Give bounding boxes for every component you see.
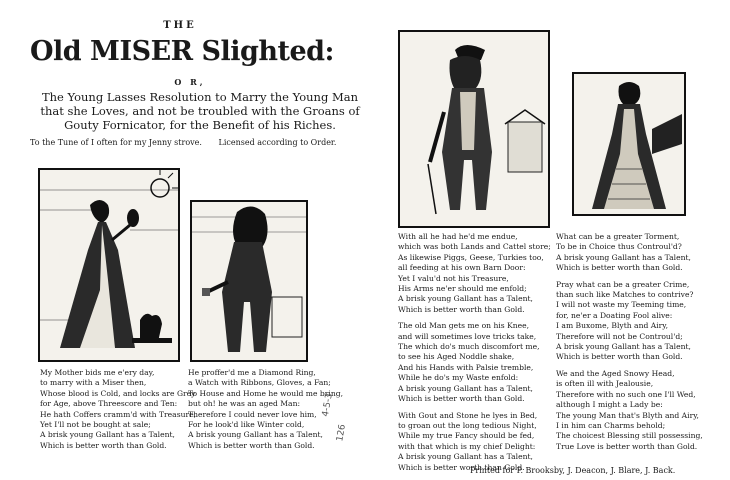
- verse-line: than such like Matches to contrive?: [556, 290, 694, 300]
- verse-line: A brisk young Gallant has a Talent,: [398, 294, 533, 304]
- verse-line: with that which is my chief Delight:: [398, 441, 536, 451]
- verse-line: With all he had he'd me endue,: [398, 232, 518, 241]
- verse-line: all feeding at his own Barn Door:: [398, 263, 526, 273]
- verse-line: for Age, above Threescore and Ten:: [40, 399, 178, 409]
- gentleman-woodcut-image: [192, 202, 306, 360]
- verse-line: and will sometimes love tricks take,: [398, 331, 537, 341]
- verse-line: A brisk young Gallant has a Talent,: [398, 383, 533, 393]
- imprint: Printed for P. Brooksby, J. Deacon, J. Blare, J. Back.: [470, 466, 676, 475]
- verse-line: His Arms ne'er should me enfold;: [398, 284, 527, 294]
- verse-line: Pray what can be a greater Crime,: [556, 279, 690, 289]
- verse-line: To House and Home he would me bring,: [188, 388, 344, 398]
- verse-line: to marry with a Miser then,: [40, 378, 147, 388]
- verse-line: Therefore with no such one I'll Wed,: [556, 389, 696, 399]
- title-or: O R,: [174, 77, 206, 87]
- verse-line: True Love is better worth than Gold.: [556, 441, 698, 451]
- verse-line: A brisk young Gallant has a Talent,: [556, 252, 691, 262]
- verse-line: We and the Aged Snowy Head,: [556, 368, 675, 378]
- woodcut-lady-fan: [38, 168, 180, 362]
- subtitle: The Young Lasses Resolution to Marry the Young Man that she Loves, and not be troubled with the Groans of Gouty Fornicator, for the Benefit of his Riches.: [40, 90, 360, 132]
- verse-col-2: [188, 368, 343, 451]
- verse-line: although I might a Lady be:: [556, 400, 663, 410]
- verse-line: Which is better worth than Gold.: [40, 440, 167, 450]
- verse-line: Yet I'll not be bought at sale;: [40, 420, 151, 430]
- verse-line: is often ill with Jealousie,: [556, 379, 654, 389]
- verse-line: A brisk young Gallant has a Talent,: [398, 452, 533, 462]
- verse-line: but oh! he was an aged Man:: [188, 399, 301, 409]
- page-title: Old MISER Slighted:: [30, 36, 335, 67]
- verse-line: For he look'd like Winter cold,: [188, 420, 305, 430]
- woodcut-gentleman-cane: [398, 30, 550, 228]
- verse-line: While he do's my Waste enfold:: [398, 373, 519, 383]
- verse-line: for, ne'er a Doating Fool alive:: [556, 310, 673, 320]
- verse-line: The young Man that's Blyth and Airy,: [556, 410, 699, 420]
- title-the: THE: [163, 20, 197, 31]
- verse-line: And his Hands with Palsie tremble,: [398, 362, 534, 372]
- verse-line: Which is better worth than Gold.: [188, 440, 315, 450]
- verse-line: I will not waste my Teeming time,: [556, 300, 687, 310]
- woodcut-gentleman: [190, 200, 308, 362]
- margin-note: 126: [335, 423, 349, 443]
- gown-lady-woodcut-image: [574, 74, 684, 214]
- verse-line: What can be a greater Torment,: [556, 232, 680, 241]
- verse-line: a Watch with Ribbons, Gloves, a Fan;: [188, 378, 331, 388]
- tune-line: [30, 138, 370, 147]
- verse-col-1: [40, 368, 196, 451]
- verse-line: The which do's much discomfort me,: [398, 342, 540, 352]
- margin-note: 4-5-3: [320, 392, 335, 418]
- verse-line: As likewise Piggs, Geese, Turkies too,: [398, 252, 544, 262]
- verse-line: which was both Lands and Cattel store;: [398, 242, 551, 252]
- lady-woodcut-image: [40, 170, 178, 360]
- verse-line: I am Buxome, Blyth and Airy,: [556, 321, 668, 331]
- verse-line: Whose blood is Cold, and locks are Grey: [40, 388, 196, 398]
- verse-line: Which is better worth than Gold.: [398, 394, 525, 404]
- verse-line: Therefore will not be Controul'd;: [556, 331, 683, 341]
- verse-line: With Gout and Stone he lyes in Bed,: [398, 410, 538, 420]
- cane-gentleman-woodcut-image: [400, 32, 548, 226]
- verse-line: He hath Coffers cramm'd with Treasure,: [40, 409, 197, 419]
- verse-line: While my true Fancy should be fed,: [398, 431, 535, 441]
- verse-line: A brisk young Gallant has a Talent,: [188, 430, 323, 440]
- verse-line: To be in Choice thus Controul'd?: [556, 242, 682, 252]
- tune-text: To the Tune of I often for my Jenny strove.: [30, 138, 202, 147]
- verse-line: Which is better worth than Gold.: [556, 352, 683, 362]
- verse-line: Therefore I could never love him,: [188, 409, 317, 419]
- verse-line: A brisk young Gallant has a Talent,: [556, 342, 691, 352]
- verse-line: I in him can Charms behold;: [556, 420, 666, 430]
- woodcut-lady-gown: [572, 72, 686, 216]
- verse-line: A brisk young Gallant has a Talent,: [40, 430, 175, 440]
- verse-line: The old Man gets me on his Knee,: [398, 321, 530, 331]
- verse-line: The choicest Blessing still possessing,: [556, 431, 703, 441]
- licence-text: Licensed according to Order.: [218, 138, 337, 147]
- verse-line: He proffer'd me a Diamond Ring,: [188, 368, 316, 377]
- verse-line: Which is better worth than Gold.: [398, 462, 525, 472]
- verse-line: to groan out the long tedious Night,: [398, 420, 537, 430]
- verse-line: My Mother bids me e'ery day,: [40, 368, 155, 377]
- verse-col-4: [556, 232, 703, 452]
- verse-line: Which is better worth than Gold.: [398, 304, 525, 314]
- verse-line: Yet I valu'd not his Treasure,: [398, 273, 509, 283]
- verse-col-3: [398, 232, 551, 473]
- verse-line: to see his Aged Noddle shake,: [398, 352, 515, 362]
- verse-line: Which is better worth than Gold.: [556, 263, 683, 273]
